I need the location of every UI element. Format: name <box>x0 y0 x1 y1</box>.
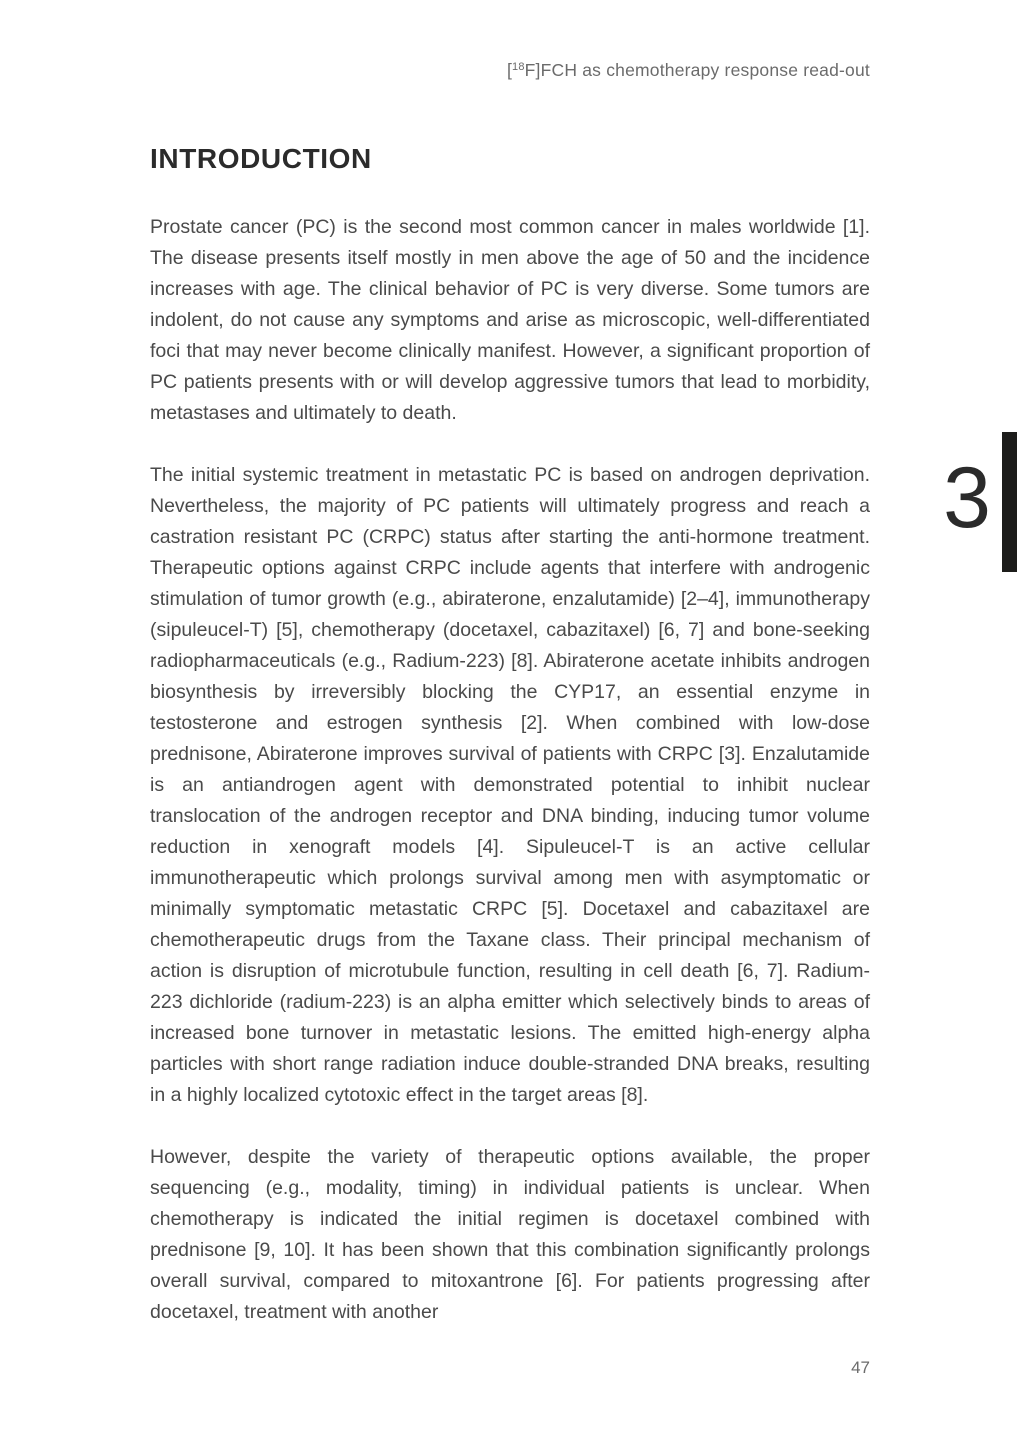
running-header-text: F]FCH as chemotherapy response read-out <box>524 60 870 80</box>
chapter-tab-bar <box>1002 432 1017 572</box>
body-text <box>150 212 870 1359</box>
section-title: INTRODUCTION <box>150 143 372 174</box>
body-paragraph: The initial systemic treatment in metastatic PC is based on androgen deprivation. Nevertheless, the majority of PC patients will ultimately progress and reach a castration resistant PC (CRPC) status after starting the anti-hormone treatment. Therapeutic options against CRPC include agents that interfere with androgenic stimulation of tumor growth (e.g., abiraterone, enzalutamide) [2–4], immunotherapy (sipuleucel-T) [5], chemotherapy (docetaxel, cabazitaxel) [6, 7] and bone-seeking radiopharmaceuticals (e.g., Radium-223) [8]. Abiraterone acetate inhibits androgen biosynthesis by irreversibly blocking the CYP17, an essential enzyme in testosterone and estrogen synthesis [2]. When combined with low-dose prednisone, Abiraterone improves survival of patients with CRPC [3]. Enzalutamide is an antiandrogen agent with demonstrated potential to inhibit nuclear translocation of the androgen receptor and DNA binding, inducing tumor volume reduction in xenograft models [4]. Sipuleucel-T is an active cellular immunotherapeutic which prolongs survival among men with asymptomatic or minimally symptomatic metastatic CRPC [5]. Docetaxel and cabazitaxel are chemotherapeutic drugs from the Taxane class. Their principal mechanism of action is disruption of microtubule function, resulting in cell death [6, 7]. Radium-223 dichloride (radium-223) is an alpha emitter which selectively binds to areas of increased bone turnover in metastatic lesions. The emitted high-energy alpha particles with short range radiation induce double-stranded DNA breaks, resulting in a highly localized cytotoxic effect in the target areas [8]. <box>150 464 870 1106</box>
running-header <box>507 60 870 81</box>
body-paragraph: However, despite the variety of therapeutic options available, the proper sequencing (e.g., modality, timing) in individual patients is unclear. When chemotherapy is indicated the initial regimen is docetaxel combined with prednisone [9, 10]. It has been shown that this combination significantly prolongs overall survival, compared to mitoxantrone [6]. For patients progressing after docetaxel, treatment with another <box>150 1146 870 1323</box>
running-header-bracket: [ <box>506 60 513 80</box>
body-paragraph: Prostate cancer (PC) is the second most common cancer in males worldwide [1]. The disease presents itself mostly in men above the age of 50 and the incidence increases with age. The clinical behavior of PC is very diverse. Some tumors are indolent, do not cause any symptoms and arise as microscopic, well-differentiated foci that may never become clinically manifest. However, a significant proportion of PC patients presents with or will develop aggressive tumors that lead to morbidity, metastases and ultimately to death. <box>150 216 870 424</box>
page-number: 47 <box>851 1358 870 1377</box>
chapter-number: 3 <box>943 450 991 546</box>
running-header-superscript: 18 <box>512 61 525 73</box>
